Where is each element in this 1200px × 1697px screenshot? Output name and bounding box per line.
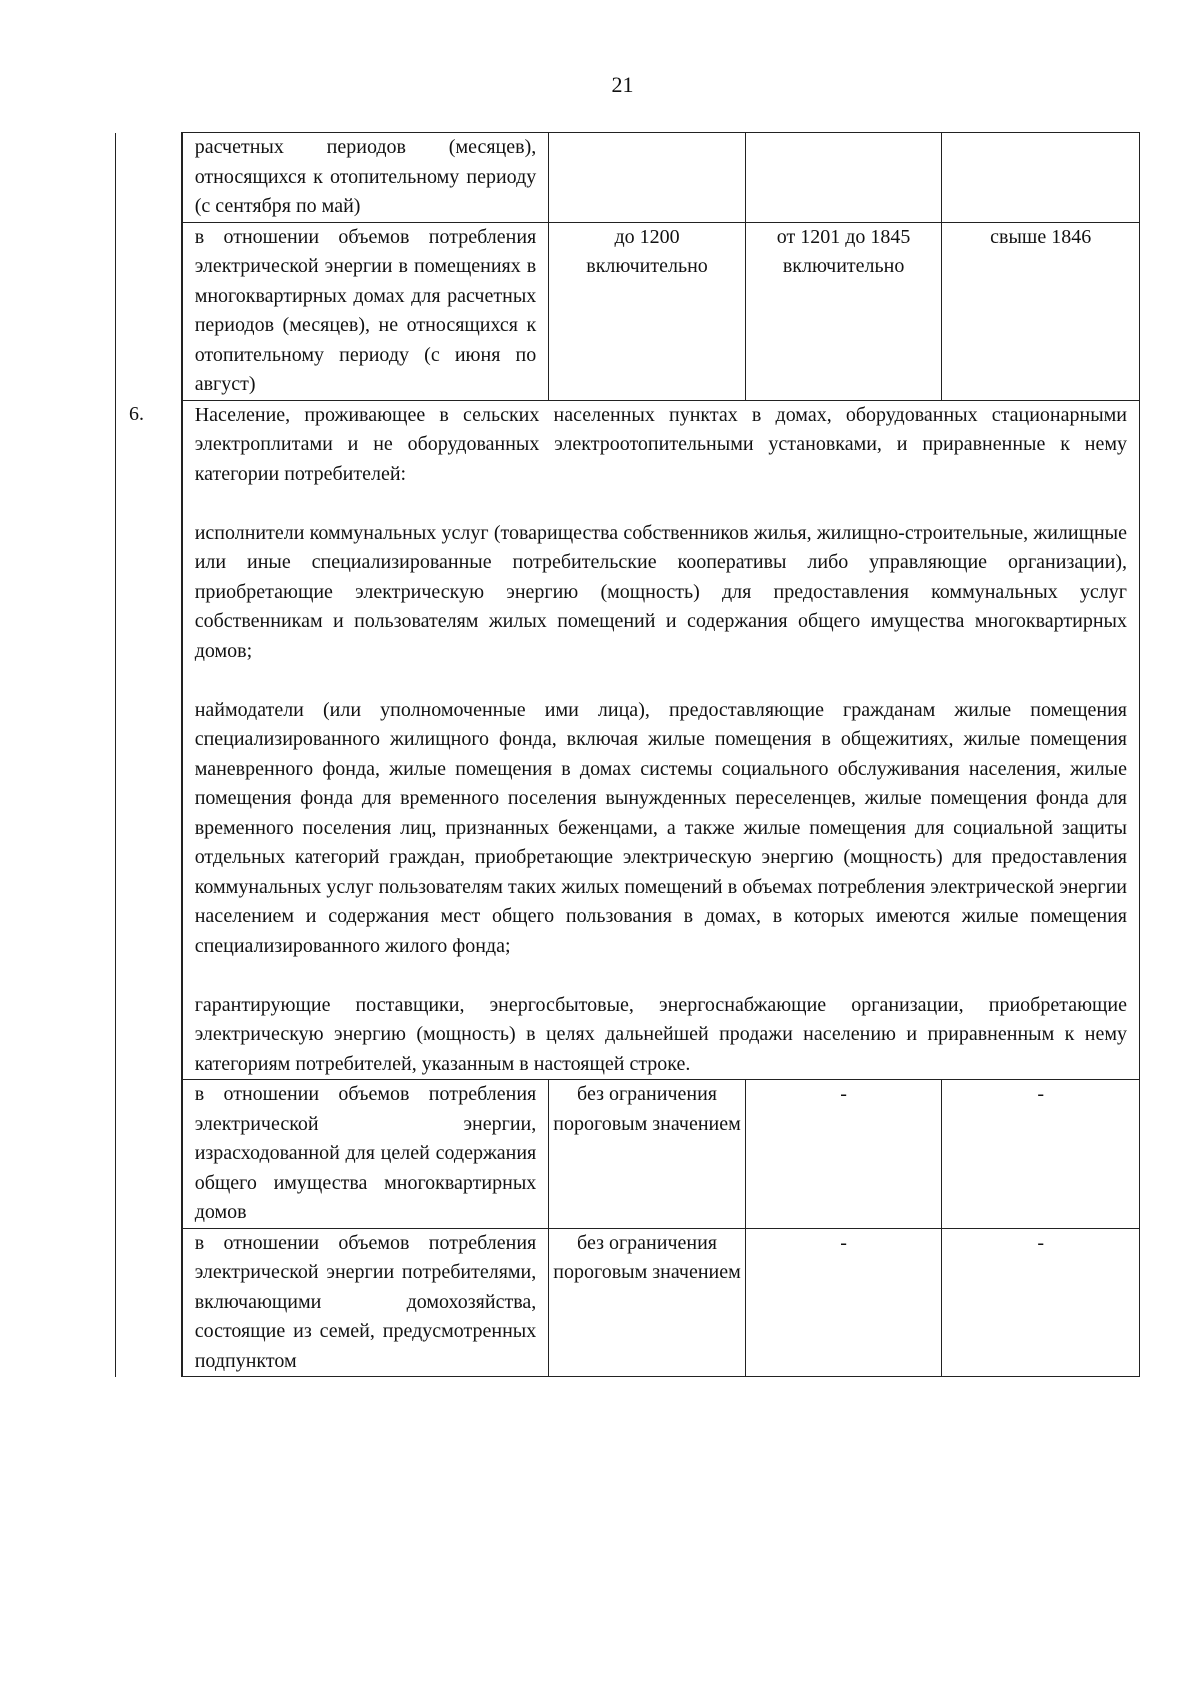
row-description: расчетных периодов (месяцев), относящихся к отопительному периоду (с сентября по май) <box>182 133 549 223</box>
row-number: 6. <box>129 403 144 425</box>
row-description: в отношении объемов потребления электрической энергии, израсходованной для целей содержания общего имущества многоквартирных домов <box>182 1080 549 1229</box>
paragraph: Население, проживающее в сельских населенных пунктах в домах, оборудованных стационарными электроплитами и не оборудованных электроотопительными установками, и приравненные к нему категории потребителей: <box>194 403 1127 485</box>
page-number: 21 <box>611 72 634 97</box>
threshold-cell-3: - <box>942 1228 1140 1377</box>
table-row <box>116 222 1140 400</box>
threshold-cell-3: - <box>942 1080 1140 1229</box>
threshold-cell-1: без ограничения пороговым значением <box>549 1080 746 1229</box>
threshold-cell-2: - <box>745 1228 942 1377</box>
table-row <box>116 1080 1140 1229</box>
threshold-cell-3: свыше 1846 <box>942 222 1140 400</box>
row-number-cell <box>116 1080 182 1229</box>
row-number-cell <box>116 1228 182 1377</box>
threshold-cell-2: от 1201 до 1845 включительно <box>745 222 942 400</box>
table-row <box>116 400 1140 1080</box>
category-description <box>182 400 1140 1080</box>
threshold-cell-3 <box>942 133 1140 223</box>
threshold-cell-2: - <box>745 1080 942 1229</box>
row-description: в отношении объемов потребления электрической энергии потребителями, включающими домохозяйства, состоящие из семей, предусмотренных подпунктом <box>182 1228 549 1377</box>
paragraph: наймодатели (или уполномоченные ими лица), предоставляющие гражданам жилые помещения специализированного жилищного фонда, включая жилые помещения в общежитиях, жилые помещения маневренного фонда, жилые помещения в домах системы социального обслуживания населения, жилые помещения фонда для временного поселения вынужденных переселенцев, жилые помещения фонда для временного поселения лиц, признанных беженцами, а также жилые помещения для социальной защиты отдельных категорий граждан, приобретающие электрическую энергию (мощность) для предоставления коммунальных услуг пользователям таких жилых помещений в объемах потребления электрической энергии населением и содержания мест общего пользования в домах, в которых имеются жилые помещения специализированного жилого фонда; <box>194 698 1127 957</box>
threshold-cell-1: без ограничения пороговым значением <box>549 1228 746 1377</box>
threshold-cell-1: до 1200 включительно <box>549 222 746 400</box>
paragraph: исполнители коммунальных услуг (товарищества собственников жилья, жилищно-строительные, жилищные или иные специализированные потребительские кооперативы либо управляющие организации), приобретающие электрическую энергию (мощность) для предоставления коммунальных услуг собственникам и пользователям жилых помещений и содержания общего имущества многоквартирных домов; <box>194 521 1127 662</box>
row-number-cell <box>116 222 182 400</box>
row-number-cell <box>116 400 182 1080</box>
threshold-cell-2 <box>745 133 942 223</box>
table-row <box>116 133 1140 223</box>
row-number-cell <box>116 133 182 223</box>
tariff-table <box>115 132 1140 1377</box>
row-description: в отношении объемов потребления электрической энергии в помещениях в многоквартирных домах для расчетных периодов (месяцев), не относящихся к отопительному периоду (с июня по август) <box>182 222 549 400</box>
table-row <box>116 1228 1140 1377</box>
paragraph: гарантирующие поставщики, энергосбытовые, энергоснабжающие организации, приобретающие электрическую энергию (мощность) в целях дальнейшей продажи населению и приравненным к нему категориям потребителей, указанным в настоящей строке. <box>194 993 1127 1075</box>
threshold-cell-1 <box>549 133 746 223</box>
